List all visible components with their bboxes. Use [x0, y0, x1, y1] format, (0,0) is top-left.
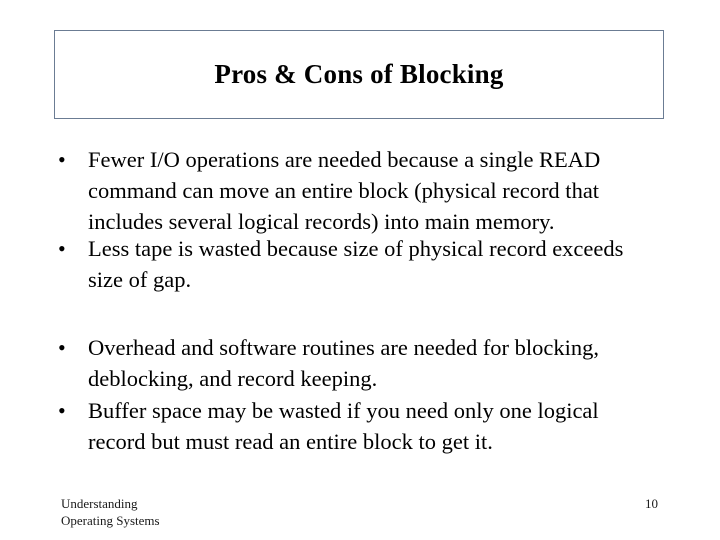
footer-line: Understanding [61, 496, 138, 511]
bullet-item [58, 395, 678, 457]
bullet-marker: • [58, 398, 66, 423]
bullet-item [58, 332, 678, 394]
slide-title: Pros & Cons of Blocking [214, 59, 504, 89]
footer-book-title [61, 495, 160, 529]
bullet-line: size of gap. [88, 267, 192, 292]
bullet-line: deblocking, and record keeping. [88, 366, 378, 391]
bullet-line: includes several logical records) into main memory. [88, 209, 555, 234]
bullet-line: Overhead and software routines are needed for blocking, [88, 335, 600, 360]
bullet-marker: • [58, 236, 66, 261]
bullet-text [88, 395, 668, 457]
page-number: 10 [645, 496, 658, 511]
bullet-line: record but must read an entire block to get it. [88, 429, 493, 454]
bullet-line: command can move an entire block (physical record that [88, 178, 600, 203]
bullet-marker: • [58, 335, 66, 360]
bullet-item [58, 144, 678, 237]
bullet-marker: • [58, 147, 66, 172]
bullet-text [88, 233, 668, 295]
bullet-line: Buffer space may be wasted if you need only one logical [88, 398, 599, 423]
bullet-text [88, 144, 668, 237]
footer-line: Operating Systems [61, 513, 160, 528]
bullet-line: Fewer I/O operations are needed because a single READ [88, 147, 601, 172]
bullet-text [88, 332, 668, 394]
bullet-item [58, 233, 678, 295]
bullet-line: Less tape is wasted because size of physical record exceeds [88, 236, 624, 261]
